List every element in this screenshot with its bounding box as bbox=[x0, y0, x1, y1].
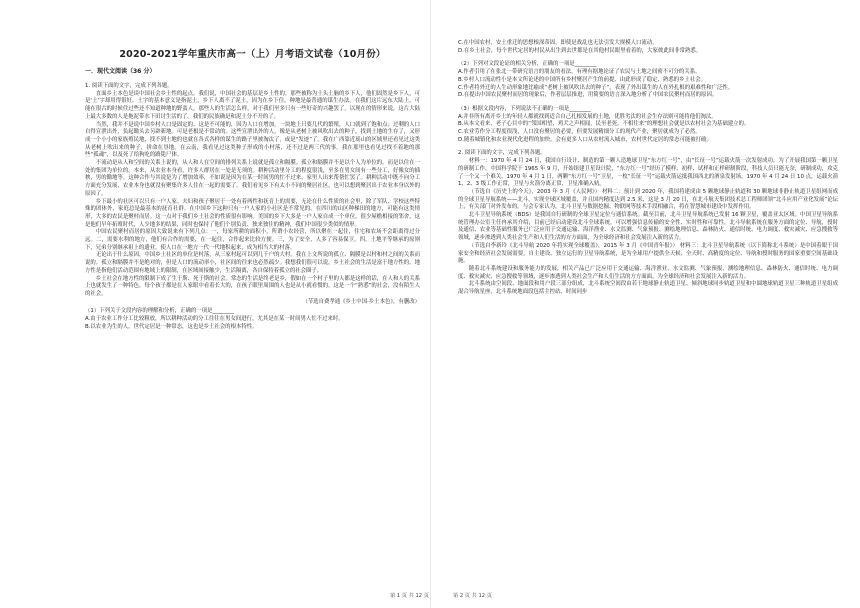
passage-paragraph: 乡下最小的社区可以只有一户人家。夫妇和孩子聚居于一处有着两性和抚育上的需要，无论在什么性质的社会里，除了军队、学校这些特殊的团体外，家庭总是最基本的抚育社群。在中国乡下这种只有一户人家的小社区是不常见的。在四川的山区种梯田的地方，可能有这类情形，大多的农民是聚村而居。这一点对于我们乡土社会的性质很有影响。美国的乡下大多是一户人家自成一个单位，很少屋檐相接的邻舍，这是他们早年拓殖时代，人少地多的结果，同时也保持了他们个别负责、独来独往的精神，我们中国很少类似的情形。 bbox=[85, 198, 420, 228]
answer-option: C.在中国农村，安土重迁的思想根深蒂固，即使是战乱也无法引发大规模人口流动。 bbox=[458, 40, 658, 46]
answer-option: A.并非所有离开乡土的年轻人都就找到适合自己扎根发展的土地，优胜劣汰的社会生存法则可能将他们淘汰。 bbox=[458, 113, 717, 120]
sub-question: （2）下列对文段论证的相关分析，正确的一项是________ bbox=[458, 61, 597, 68]
passage-paragraph: 中国农民聚村而居的原因大致说来有下列几点：一，每家所耕的面积小，所谓小农经营，所以聚在一起住，住宅和农场不会距离得过分远。二，需要水利的地方，他们有合作的需要，在一起住，合作起来比较方便。三，为了安全，人多了容易保卫。四，土地平等继承的原则下，兄弟分别继承祖上的遗业，使人口在一地方一代一代地积起来，成为相当大的村落。 bbox=[85, 229, 420, 251]
page-number-left: 第 1 页 共 12 页 bbox=[390, 593, 429, 599]
answer-option: B.从本文看来，老子心目中的“邻国相望，鸡犬之声相闻，民至老死，不相往来”的理想社会就是以农村社会为基础建立的。 bbox=[458, 121, 750, 128]
answer-option: D.在提出中国农民聚村而居的现象后，作者层层推进，用简要的语言深入地分析了中国农民聚村而居的原因。 bbox=[458, 92, 718, 99]
question-intro: 1. 阅读下面的文字，完成下列各题。 bbox=[85, 83, 173, 89]
passage-paragraph: 材料一：1970 年 4 月 24 日，我国自行设计、制造的第一颗人造地球卫星“东方红一号”，由“长征一号”运载火箭一次发射成功。为了开展我国第一颗卫星的研制工作，中国科学院于 1965 年 9 月，开始组建卫星设计院，“东方红一号”经历了模样、初样、试样和正样研制阶段，科技人员只能无奈，研制成功，攻克了一个又一个难关。1970 年 4 月 1 日，两颗“东方红一号”卫星，一枚“长征一号”运载火箭运抵我国西北的酒泉发射场，1970 年 4 月 24 日 10 点，运载火箭 1、2、3 级工作正常，卫星与火箭分离正常，卫星准确入轨。 bbox=[458, 158, 838, 188]
passage-paragraph: 无论出于什么原因，中国乡土社区的单位是村落，从三家村起可以到几千户的大村。我在上文所说的孤立、隔膜是以村和村之间的关系而说的。孤立和隔膜并不是绝对的，但是人口的流动率小，社区间的往来也必然疏少。我想我们很可以说，乡土社会的生活是富于地方性的。地方性是指他们活动范围有地域上的限制，在区域间接触少，生活隔离，各自保持着孤立的社会圈子。 bbox=[85, 252, 420, 274]
answer-option: A.作者引用了在张北一带研究语言的朋友的看法，有理有据地论证了农民与土地之间密不可分的关系。 bbox=[458, 69, 701, 76]
passage-paragraph: 随着北斗系统建设和服务能力的发展，相关产品已广泛应用于交通运输、海洋渔业、水文监测、气象预报、测绘地理信息、森林防火、通信时统、电力调度、救灾减灾、应急搜救等领域，逐步渗透到人类社会生产和人们生活的方方面面，为全球经济和社会发展注入新的活力。 bbox=[458, 265, 838, 280]
exam-title: 2020-2021学年重庆市高一（上）月考语文试卷（10月份） bbox=[119, 49, 386, 60]
section-heading: 一．现代文阅读（36 分） bbox=[85, 68, 156, 75]
passage-paragraph: 直面乡土本色是谈中国社会乡土性的起点。我们说，中国社会的基层是乡土性的。那些被称为土头土脑的乡下人，他们固然是乡下人，可是‘土’字却用得很好。土字的基本意义是指泥土。乡下人离不了泥土，因为在乡下住，种地是最普通的谋生办法。在我们这片远东大陆上，可能在很古的时候住过些还不知道种地的野蛮人，那些人的生活怎么样，对于我们至多只有一些好奇的兴趣罢了。以现在的情形来说，这片大陆上最大多数的人是拖泥带水下田讨生活的了。我们的民族确是和泥土分不开的了。 bbox=[85, 90, 420, 120]
sub-question: （3）根据文段内容，下列说法不正确的一项是________ bbox=[458, 105, 591, 112]
answer-option: C.作者将外迁的人生动形象地比喻成“老树上被风吹出去的种子”，表现了外出谋生的人在外扎根的艰难性和广泛性。 bbox=[458, 84, 734, 91]
page-number-right: 第 2 页 共 12 页 bbox=[453, 593, 492, 599]
answer-option: B.以农业为生的人，世代定居是一种常态，这也是乡土社会的根本特性。 bbox=[85, 323, 258, 330]
answer-option: B.乡村人口流动性小是本文所论述的中国所有乡村聚居产生的前提，由此形成了稳定、熟悉的乡土社会。 bbox=[458, 76, 706, 83]
passage-paragraph: 北斗系统由空间段、地面段和用户段三部分组成，北斗系统空间段由若干地球静止轨道卫星、倾斜地球同步轨道卫星和中圆地球轨道卫星三种轨道卫星组成混合导航星座，北斗系统地面段包括主控站、时间同步 bbox=[458, 281, 838, 296]
passage-paragraph: 乡土社会在地方性的限制下成了生于斯、死于斯的社会。常态的生活是终老是乡，假如在一个村子里的人都是这样的话，在人和人的关系上也就发生了一种特色，每个孩子都是在人家眼中看着长大的，在孩子眼里周围的人也是从小就看惯的。这是一个“熟悉”的社会，没有陌生人的社会。 bbox=[85, 275, 420, 297]
answer-option: C.农业劳作分工程度很浅，人口没有聚居的必要，但要发展精细分工的现代产业，聚居就成为了必然。 bbox=[458, 129, 701, 136]
sub-question: （1）下列关于文段内容的理解和分析，正确的一项是________ bbox=[85, 308, 234, 315]
passage-paragraph: （节选自《历史上的今天》，2003 年 3 月《人民网》） 材料二：预计到 2020 年，我国将建成由 5 颗地球静止轨道和 30 颗地球非静止轨道卫星组网而成的全球卫星导航系统——北斗，实现全球区域覆盖，并且国内精度达到 2.5 米，这是 3 月 20 日，在北斗航天集团技术总工程师团领”北斗应用产业化发展”论坛上，有关部门对外发布的。与会专家认为，北斗卫星与数据挖掘、物联网等技术手段相融合，将在智慧城市建设中发挥作用。 bbox=[458, 188, 838, 211]
page-right bbox=[430, 0, 860, 608]
question-intro: 2. 阅读下面的文字，完成下列各题。 bbox=[458, 150, 546, 157]
passage-paragraph: 不流动是从人和空间的关系上说的，从人和人在空间的排列关系上说就是孤立和隔膜。孤立和隔膜并不是以个人为单位的，而是以住在一处的集团为单位的。本来，从农业本身看，许多人群居在一处是无须的。耕种活动里分工的程度很浅，至多在男女间有一些分工，好像女的插秧，男的锄地等。这种合作与其说是为了增加效率，不如说是因为在某一时间男的忙不过来，家里人出来帮帮忙罢了。耕种活动中既不向分工方面充分发展，农业本身也就没有聚集许多人住在一起的需要了。我们看见乡下有太小不同的聚居社区，也可以想到聚居出于农业本身以外的原因了。 bbox=[85, 160, 420, 197]
passage-paragraph: 当然，我并不是说中国乡村人口是固定的。这是不可能的，因为人口在增加，一块地上只要几代的繁殖，人口就到了饱和点；过剩的人口自得宣泄出外，负起锄头去另辟新地。可是老根是不常动的。这些宣泄出外的人，像是从老树上被风吹出去的种子，找到土地的生存了，又形成一个小小的家族殖民地，找不到土地的也就在各式各样的谋生的路子里被淘汰了，或是“发迹”了。我在广西靠近瑶山的区域里还看见过这类从老树上吹出来的种子，拼命在垦地。在云南，我看见过这类种子形成的小村落，还不过是两三代的事。我在那里也看见过找不着地的那些“孤魂”，以及死了给狗吃的路毙尸体。 bbox=[85, 121, 420, 159]
passage-paragraph: （节选自李新玲《北斗导航 2020 年将实现全球覆盖》，2015 年 3 月《中国青年报》） 材料三：北斗卫星导航系统（以下简称北斗系统）是中国着眼于国家安全和经济社会发展需要，自主建设、独立运行的卫星导航系统，是为全球用户提供全天候、全天时、高精度的定位、导航和授时服务的国家重要空间基础设施。 bbox=[458, 242, 838, 265]
answer-option: A.由于农业工作分工比较粗放，所以耕种活动的分工往往在男女间进行，尤其是在某一时间男人忙不过来时。 bbox=[85, 316, 344, 323]
passage-source: （节选自费孝通《乡土中国·乡土本色》，有删改） bbox=[302, 298, 420, 305]
answer-option: D.在乡土社会，每个世代定居的村民从出生到去世都是在其他村民眼里看着的，大家彼此间非常熟悉。 bbox=[458, 47, 702, 54]
passage-paragraph: 北斗卫星导航系统（BDS）是我国自行研制的全球卫星定位与通信系统。截至目前，北斗卫星导航系统已发射 16 颗卫星，覆盖亚太区域。中国卫星导航系统管理办公室主任冉承其介绍，目前已经启动建设北斗全球系统。可以增强信息传输的安全性、实时性和可靠性，北斗导航系统在服务方面的定位、导航，授时及通信、农业等基础性服务已广泛应用于交通运输、海洋渔业、水文监测、气象预报、测绘地理信息、森林防火、通信时统、电力调度、救灾减灾、应急搜救等领域，逐步渗透到人类社会生产和人们生活的方方面面，为全球经济和社会发展注入新的活力。 bbox=[458, 212, 838, 242]
answer-option: D.随着城镇化和农业现代化进程的加快，会有更多人口从农村流入城市，农村世代定居的常态可能被打破。 bbox=[458, 136, 712, 143]
